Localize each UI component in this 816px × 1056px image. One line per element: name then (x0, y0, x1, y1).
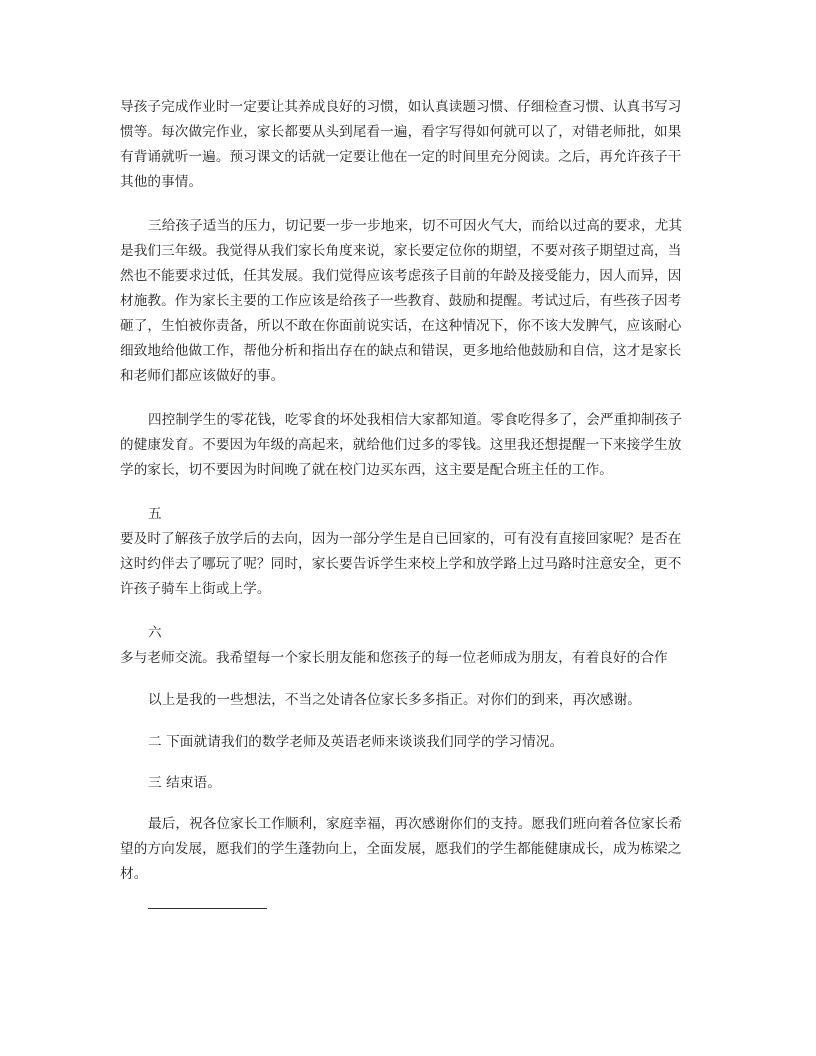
paragraph-after-school-line-1: 要及时了解孩子放学后的去向，因为一部分学生是自已回家的，可有没有直接回家呢？是否在 (120, 531, 682, 547)
paragraph-pressure-line-6: 细致地给他做工作，帮他分析和指出存在的缺点和错误，更多地给他鼓励和自信，这才是家长 (120, 343, 682, 359)
paragraph-communicate-line-1: 多与老师交流。我希望每一个家长朋友能和您孩子的每一位老师成为朋友，有着良好的合作 (120, 650, 668, 666)
paragraph-homework-line-3: 有背诵就听一遍。预习课文的话就一定要让他在一定的时间里充分阅读。之后，再允许孩子干 (120, 149, 682, 165)
section-three-closing: 三 结束语。 (148, 775, 221, 791)
paragraph-after-school-line-2: 这时约伴去了哪玩了呢？同时，家长要告诉学生来校上学和放学路上过马路时注意安全，更不 (120, 556, 682, 572)
paragraph-pocket-money-line-3: 学的家长，切不要因为时间晚了就在校门边买东西，这主要是配合班主任的工作。 (120, 462, 613, 478)
section-two-teachers: 二 下面就请我们的数学老师及英语老师来谈谈我们同学的学习情况。 (148, 734, 564, 750)
section-six-heading: 六 (148, 625, 162, 641)
paragraph-after-school-line-3: 许孩子骑车上街或上学。 (120, 581, 271, 597)
paragraph-pocket-money-line-2: 的健康发育。不要因为年级的高起来，就给他们过多的零钱。这里我还想提醒一下来接学生放 (120, 437, 682, 453)
section-five-heading: 五 (148, 506, 162, 522)
paragraph-closing-line-2: 望的方向发展，愿我们的学生蓬勃向上，全面发展，愿我们的学生都能健康成长，成为栋梁之 (120, 841, 682, 857)
paragraph-pressure-line-5: 砸了，生怕被你责备，所以不敢在你面前说实话，在这种情况下，你不该大发脾气，应该耐心 (120, 318, 682, 334)
footnote-separator (148, 908, 267, 909)
paragraph-homework-line-1: 导孩子完成作业时一定要让其养成良好的习惯，如认真读题习惯、仔细检查习惯、认真书写习 (120, 99, 682, 115)
paragraph-pressure-line-7: 和老师们都应该做好的事。 (120, 368, 285, 384)
paragraph-pressure-line-2: 是我们三年级。我觉得从我们家长角度来说，家长要定位你的期望，不要对孩子期望过高，当 (120, 243, 682, 259)
paragraph-homework-line-2: 惯等。每次做完作业，家长都要从头到尾看一遍，看字写得如何就可以了，对错老师批，如果 (120, 124, 682, 140)
paragraph-pressure-line-1: 三给孩子适当的压力，切记要一步一步地来，切不可因火气大，而给以过高的要求，尤其 (148, 218, 683, 234)
paragraph-pressure-line-3: 然也不能要求过低，任其发展。我们觉得应该考虑孩子目前的年龄及接受能力，因人而异，因 (120, 268, 682, 284)
paragraph-thanks: 以上是我的一些想法，不当之处请各位家长多多指正。对你们的到来，再次感谢。 (148, 692, 641, 708)
paragraph-pocket-money-line-1: 四控制学生的零花钱，吃零食的坏处我相信大家都知道。零食吃得多了，会严重抑制孩子 (148, 412, 683, 428)
paragraph-closing-line-3: 材。 (120, 866, 148, 882)
paragraph-pressure-line-4: 材施教。作为家长主要的工作应该是给孩子一些教育、鼓励和提醒。考试过后，有些孩子因考 (120, 293, 682, 309)
paragraph-homework-line-4: 其他的事情。 (120, 174, 203, 190)
paragraph-closing-line-1: 最后，祝各位家长工作顺利，家庭幸福，再次感谢你们的支持。愿我们班向着各位家长希 (148, 816, 683, 832)
